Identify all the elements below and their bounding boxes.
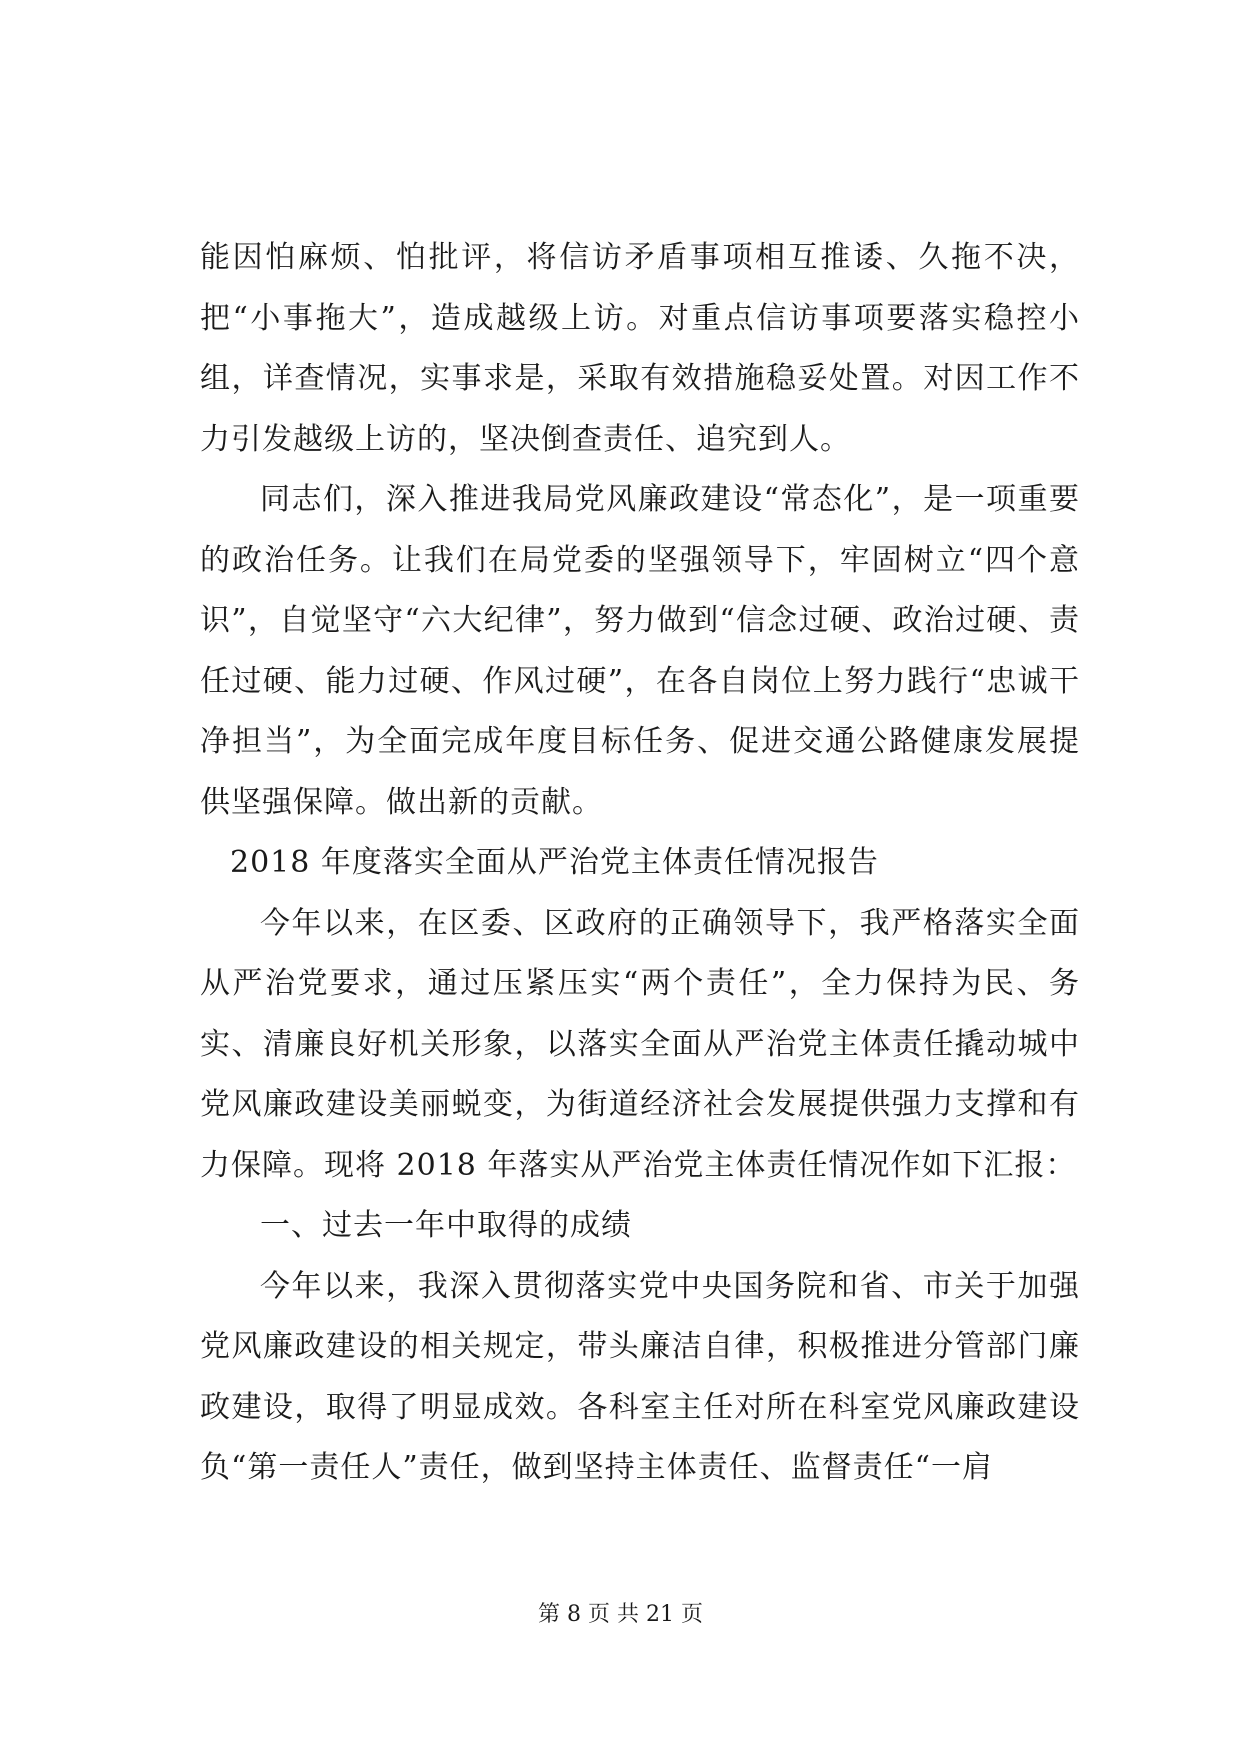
paragraph-closing-remarks: 同志们，深入推进我局党风廉政建设“常态化”，是一项重要的政治任务。让我们在局党委的坚强领导下，牢固树立“四个意识”，自觉坚守“六大纪律”，努力做到“信念过硬、政治过硬、责任过硬、能力过硬、作风过硬”，在各自岗位上努力践行“忠诚干净担当”，为全面完成年度目标任务、促进交通公路健康发展提供坚强保障。做出新的贡献。 — [200, 482, 1080, 820]
report-title: 2018 年度落实全面从严治党主体责任情况报告 — [230, 845, 879, 880]
page-number-footer: 第 8 页 共 21 页 — [538, 1602, 703, 1627]
paragraph-achievements: 今年以来，我深入贯彻落实党中央国务院和省、市关于加强党风廉政建设的相关规定，带头廉洁自律，积极推进分管部门廉政建设，取得了明显成效。各科室主任对所在科室党风廉政建设负“第一责任人”责任，做到坚持主体责任、监督责任“一肩 — [200, 1268, 1080, 1485]
paragraph-continuation: 能因怕麻烦、怕批评，将信访矛盾事项相互推诿、久拖不决，把“小事拖大”，造成越级上访。对重点信访事项要落实稳控小组，详查情况，实事求是，采取有效措施稳妥处置。对因工作不力引发越级上访的，坚决倒查责任、追究到人。 — [200, 240, 1080, 457]
document-body — [200, 228, 1080, 1499]
section-heading-achievements: 一、过去一年中取得的成绩 — [260, 1208, 632, 1243]
paragraph-report-intro: 今年以来，在区委、区政府的正确领导下，我严格落实全面从严治党要求，通过压紧压实“两个责任”，全力保持为民、务实、清廉良好机关形象，以落实全面从严治党主体责任撬动城中党风廉政建设美丽蜕变，为街道经济社会发展提供强力支撑和有力保障。现将 2018 年落实从严治党主体责任情况作如下汇报： — [200, 905, 1080, 1183]
